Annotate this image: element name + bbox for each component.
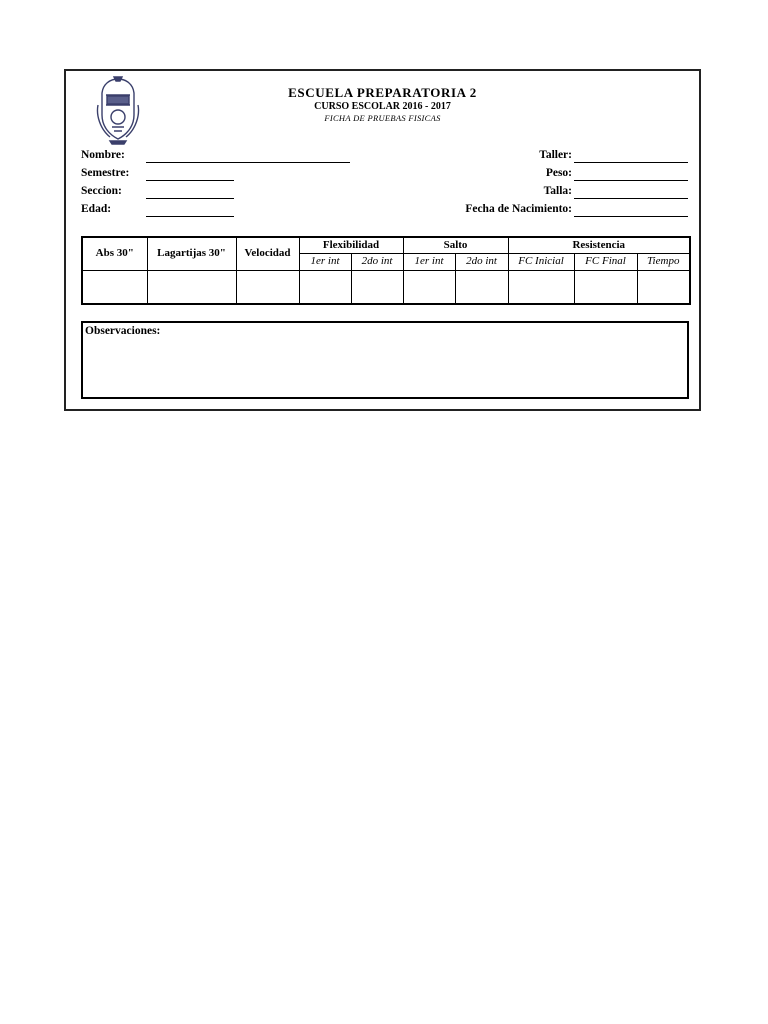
header-velocidad: Velocidad [236, 237, 299, 270]
header-abs: Abs 30" [82, 237, 147, 270]
sub-salto-1er: 1er int [403, 253, 455, 270]
sub-fc-final: FC Final [574, 253, 637, 270]
seccion-field[interactable] [146, 198, 234, 199]
header-lagartijas: Lagartijas 30" [147, 237, 236, 270]
seccion-label: Seccion: [81, 185, 122, 197]
semestre-field[interactable] [146, 180, 234, 181]
sub-flex-2do: 2do int [351, 253, 403, 270]
header-resistencia: Resistencia [508, 237, 690, 253]
talla-label: Talla: [543, 185, 572, 197]
observaciones-label: Observaciones: [85, 325, 161, 337]
cell-flex-2do[interactable] [351, 270, 403, 304]
semestre-label: Semestre: [81, 167, 130, 179]
sub-fc-inicial: FC Inicial [508, 253, 574, 270]
sub-salto-2do: 2do int [455, 253, 508, 270]
cell-salto-2do[interactable] [455, 270, 508, 304]
edad-field[interactable] [146, 216, 234, 217]
cell-velocidad[interactable] [236, 270, 299, 304]
cell-fc-inicial[interactable] [508, 270, 574, 304]
tests-table [81, 236, 691, 305]
talla-field[interactable] [574, 198, 688, 199]
table-row [82, 270, 690, 304]
school-name: ESCUELA PREPARATORIA 2 [288, 85, 477, 100]
cell-fc-final[interactable] [574, 270, 637, 304]
cell-tiempo[interactable] [637, 270, 690, 304]
cell-abs[interactable] [82, 270, 147, 304]
fecha-nacimiento-label: Fecha de Nacimiento: [465, 203, 572, 215]
cell-lagartijas[interactable] [147, 270, 236, 304]
physical-test-form [64, 69, 701, 411]
taller-label: Taller: [539, 149, 572, 161]
sub-tiempo: Tiempo [637, 253, 690, 270]
fecha-nacimiento-field[interactable] [574, 216, 688, 217]
form-title: FICHA DE PRUEBAS FISICAS [324, 113, 441, 123]
school-year: CURSO ESCOLAR 2016 - 2017 [314, 101, 451, 112]
form-header [66, 85, 699, 124]
header-flexibilidad: Flexibilidad [299, 237, 403, 253]
nombre-label: Nombre: [81, 149, 125, 161]
peso-field[interactable] [574, 180, 688, 181]
edad-label: Edad: [81, 203, 112, 215]
cell-flex-1er[interactable] [299, 270, 351, 304]
cell-salto-1er[interactable] [403, 270, 455, 304]
peso-label: Peso: [545, 167, 572, 179]
taller-field[interactable] [574, 162, 688, 163]
observaciones-box[interactable] [81, 321, 689, 399]
header-salto: Salto [403, 237, 508, 253]
nombre-field[interactable] [146, 162, 350, 163]
sub-flex-1er: 1er int [299, 253, 351, 270]
